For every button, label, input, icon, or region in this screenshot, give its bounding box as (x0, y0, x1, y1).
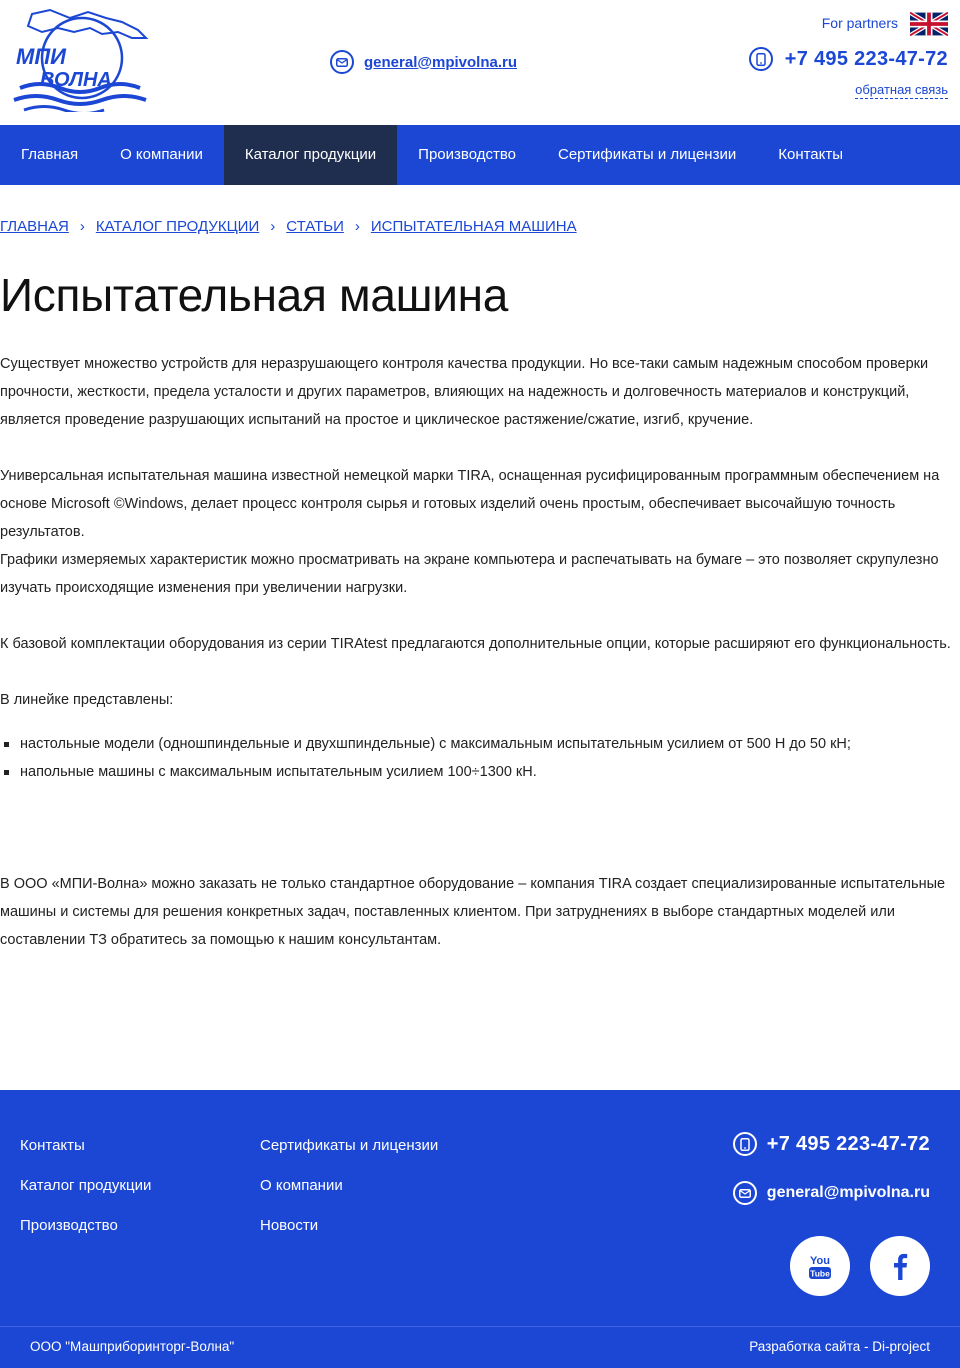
breadcrumb-separator: › (354, 218, 360, 235)
breadcrumb-articles[interactable]: СТАТЬИ (286, 218, 344, 235)
footer-link-about[interactable]: О компании (260, 1177, 343, 1194)
footer-link-certificates[interactable]: Сертификаты и лицензии (260, 1137, 439, 1154)
footer-links-col2 (260, 1136, 438, 1256)
breadcrumb-catalog[interactable]: КАТАЛОГ ПРОДУКЦИИ (95, 218, 260, 235)
logo-text-bottom: ВОЛНА (40, 69, 112, 91)
footer-link-production[interactable]: Производство (20, 1217, 118, 1234)
svg-text:You: You (810, 1255, 830, 1267)
logo-text-top: МПИ (16, 44, 66, 69)
footer-links-col1 (20, 1136, 151, 1256)
paragraph-options: К базовой комплектации оборудования из серии TIRAtest предлагаются дополнительные опции, которые расширяют его функциональность. (0, 636, 951, 652)
partners-link[interactable]: For partners (821, 15, 898, 31)
paragraph-machine: Универсальная испытательная машина известной немецкой марки TIRA, оснащенная русифицированным программным обеспечением на основе Microsoft ©Windows, делает процесс контроля сырья и готовых изделий очень простым, обеспечивает высочайшую точность результатов. (0, 468, 940, 540)
footer-link-catalog[interactable]: Каталог продукции (20, 1177, 152, 1194)
footer-developer-link[interactable]: Разработка сайта - Di-project (749, 1339, 930, 1354)
list-item: напольные машины с максимальным испытательным усилием 100÷1300 кН. (0, 758, 955, 786)
phone-icon (749, 47, 773, 71)
lineup-list (0, 730, 955, 786)
footer-copyright: ООО "Машприборинторг-Волна" (30, 1339, 235, 1354)
breadcrumb-home[interactable]: ГЛАВНАЯ (0, 218, 69, 235)
callback-link[interactable]: обратная связь (855, 82, 948, 97)
footer-link-contacts[interactable]: Контакты (20, 1137, 85, 1154)
paragraph-graphs: Графики измеряемых характеристик можно просматривать на экране компьютера и распечатывать на бумаге – это позволяет скрупулезно изучать происходящие изменения при увеличении нагрузки. (0, 552, 939, 596)
youtube-icon[interactable] (790, 1236, 850, 1296)
phone-icon (733, 1132, 757, 1156)
mail-icon (733, 1181, 757, 1205)
header-email-link[interactable]: general@mpivolna.ru (364, 53, 517, 71)
nav-item-production[interactable]: Производство (418, 146, 516, 163)
page-title: Испытательная машина (0, 269, 509, 321)
nav-item-about[interactable]: О компании (120, 146, 203, 163)
paragraph-lineup: В линейке представлены: (0, 692, 174, 708)
nav-item-contacts[interactable]: Контакты (778, 146, 844, 163)
nav-item-certificates[interactable]: Сертификаты и лицензии (557, 146, 737, 163)
mail-icon (330, 50, 354, 74)
site-header (0, 0, 960, 125)
nav-item-catalog[interactable]: Каталог продукции (224, 125, 397, 185)
site-footer (0, 1090, 960, 1368)
footer-email[interactable] (733, 1181, 930, 1205)
paragraph-order: В ООО «МПИ-Волна» можно заказать не только стандартное оборудование – компания TIRA создает специализированные испытательные машины и системы для решения конкретных задач, поставленных клиентом. При затруднениях в выборе стандартных моделей или составлении ТЗ обратитесь за помощью к нашим консультантам. (0, 876, 946, 948)
company-logo[interactable] (10, 8, 152, 112)
header-email (330, 50, 517, 74)
footer-email-address: general@mpivolna.ru (766, 1184, 930, 1201)
facebook-icon[interactable] (870, 1236, 930, 1296)
svg-text:Tube: Tube (810, 1268, 830, 1279)
footer-divider (0, 1326, 960, 1327)
uk-flag-icon[interactable] (910, 12, 948, 36)
footer-link-news[interactable]: Новости (260, 1217, 319, 1234)
breadcrumb-separator: › (79, 218, 85, 235)
article-content (0, 350, 955, 982)
footer-phone-number: +7 495 223-47-72 (766, 1132, 930, 1155)
breadcrumb-current[interactable]: ИСПЫТАТЕЛЬНАЯ МАШИНА (370, 218, 577, 235)
breadcrumb-separator: › (270, 218, 276, 235)
footer-phone[interactable] (733, 1132, 930, 1156)
breadcrumb (0, 218, 577, 235)
header-phone-number: +7 495 223-47-72 (784, 47, 948, 70)
main-nav (0, 125, 960, 185)
nav-item-home[interactable]: Главная (21, 146, 79, 163)
list-item: настольные модели (одношпиндельные и двухшпиндельные) с максимальным испытательным усилием от 500 Н до 50 кН; (0, 730, 955, 758)
paragraph-intro: Существует множество устройств для неразрушающего контроля качества продукции. Но все-таки самым надежным способом проверки прочности, жесткости, предела усталости и других параметров, влияющих на надежность и долговечность материалов и конструкций, является проведение разрушающих испытаний на простое и циклическое растяжение/сжатие, изгиб, кручение. (0, 356, 929, 428)
header-phone[interactable] (749, 47, 948, 71)
